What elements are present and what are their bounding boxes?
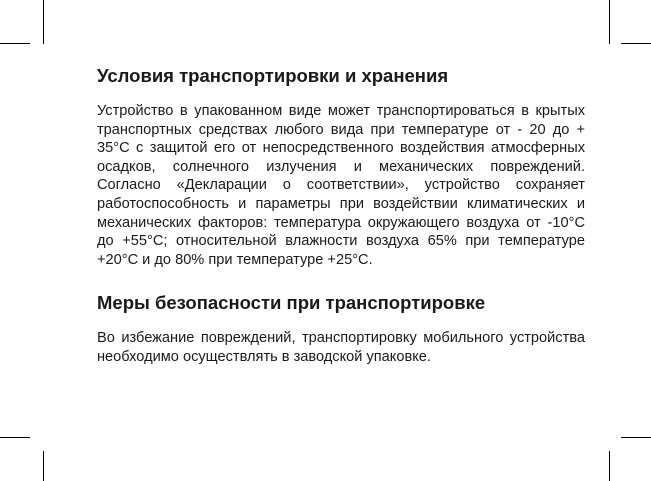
crop-mark-top-right-horizontal: [621, 43, 651, 44]
crop-mark-bottom-right-horizontal: [621, 437, 651, 438]
crop-mark-top-left-horizontal: [0, 43, 30, 44]
crop-mark-top-right-vertical: [609, 0, 610, 44]
section-title: Меры безопасности при транспортировке: [97, 292, 486, 314]
crop-mark-bottom-right-vertical: [609, 451, 610, 481]
crop-mark-top-left-vertical: [43, 0, 44, 44]
crop-mark-bottom-left-vertical: [43, 451, 44, 481]
section-transport-storage: [97, 64, 585, 269]
section-transport-safety: [97, 291, 585, 366]
crop-mark-bottom-left-horizontal: [0, 437, 30, 438]
section-paragraph: Во избежание повреждений, транспортировку мобильного устройства необходимо осуществлять в заводской упаковке.: [97, 330, 585, 365]
document-page: [97, 64, 585, 367]
section-title: Условия транспортировки и хранения: [97, 65, 449, 86]
section-paragraph: Устройство в упакованном виде может транспортироваться в крытых транспортных средствах любого вида при температуре от - 20 до + 35°С с защитой его от непосредственного воздействия атмосферных осадков, солнечного излучения и механических повреждений. Согласно «Декларации о соответствии», устройство сохраняет работоспособность и параметры при воздействии климатических и механических факторов: температура окружающего воздуха от -10°С до +55°С; относительной влажности воздуха 65% при температуре +20°С и до 80% при температуре +25°С.: [97, 103, 585, 268]
